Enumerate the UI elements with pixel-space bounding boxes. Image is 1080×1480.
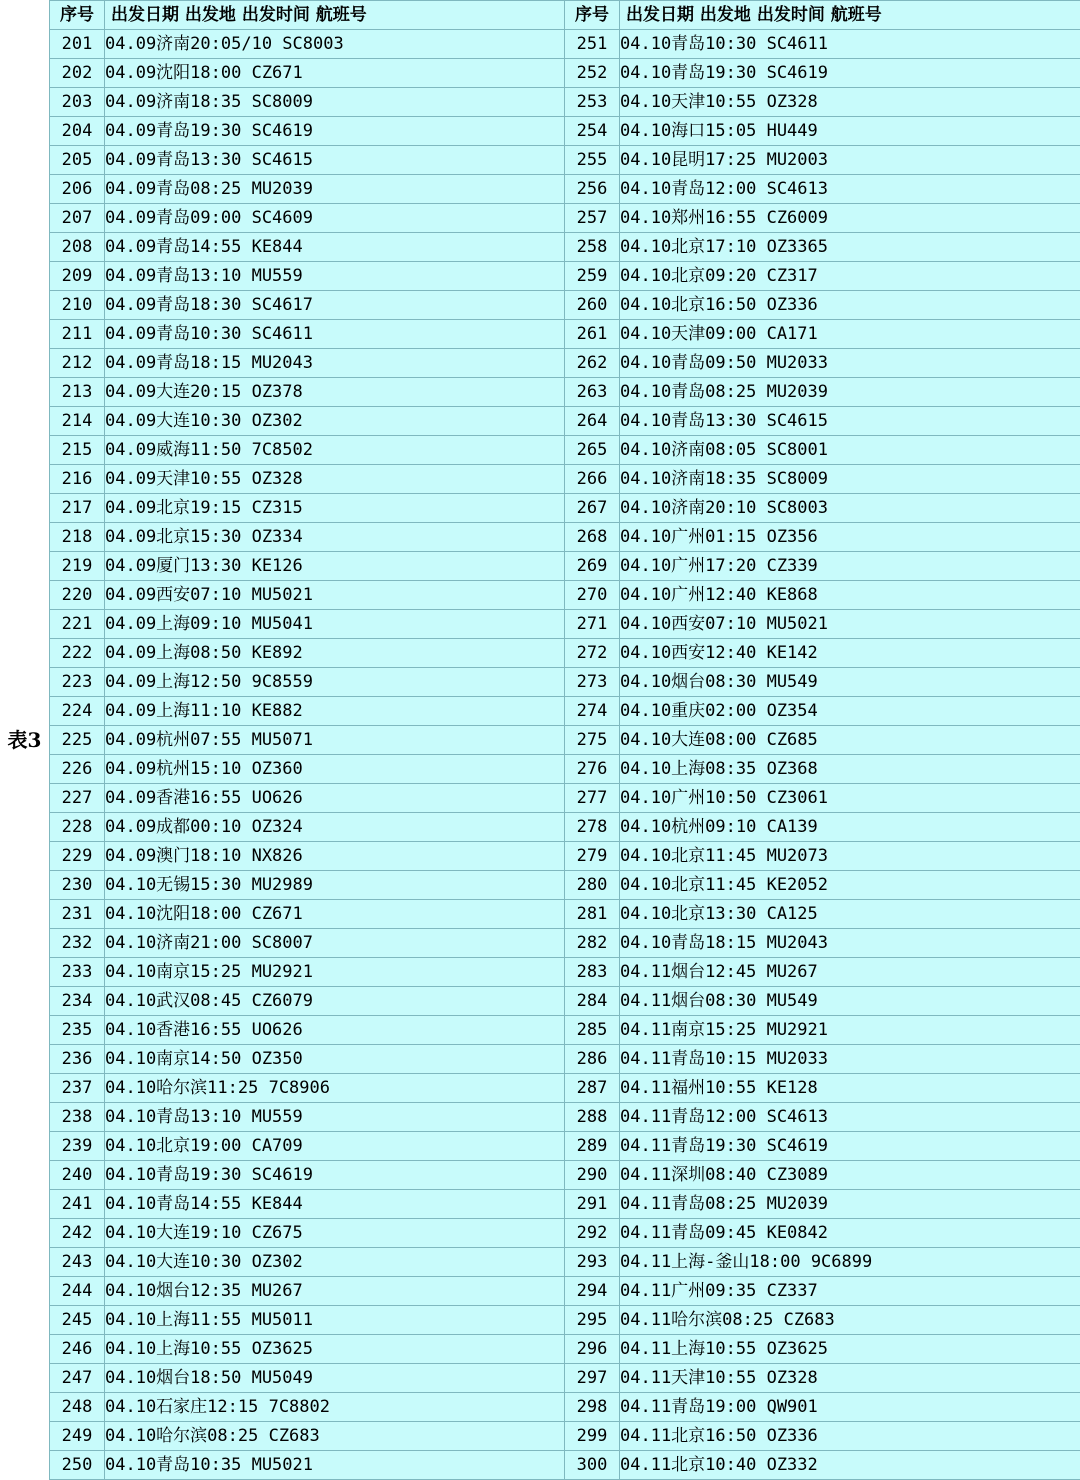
table-row — [50, 987, 1080, 1016]
table-row — [50, 610, 1080, 639]
left-row-number: 202 — [50, 59, 105, 88]
right-flight-info: 04.10郑州16:55 CZ6009 — [620, 204, 1080, 233]
left-row-number: 240 — [50, 1161, 105, 1190]
right-flight-info: 04.11青岛19:30 SC4619 — [620, 1132, 1080, 1161]
left-row-number: 204 — [50, 117, 105, 146]
table-row — [50, 784, 1080, 813]
table-row — [50, 1364, 1080, 1393]
left-flight-info: 04.10武汉08:45 CZ6079 — [105, 987, 565, 1016]
right-row-number: 299 — [565, 1422, 620, 1451]
right-row-number: 284 — [565, 987, 620, 1016]
right-row-number: 272 — [565, 639, 620, 668]
right-flight-info: 04.11哈尔滨08:25 CZ683 — [620, 1306, 1080, 1335]
right-flight-info: 04.10杭州09:10 CA139 — [620, 813, 1080, 842]
left-flight-info: 04.09厦门13:30 KE126 — [105, 552, 565, 581]
right-flight-info: 04.10北京17:10 OZ3365 — [620, 233, 1080, 262]
right-flight-info: 04.10青岛12:00 SC4613 — [620, 175, 1080, 204]
right-flight-info: 04.10广州10:50 CZ3061 — [620, 784, 1080, 813]
left-row-number: 249 — [50, 1422, 105, 1451]
left-flight-info: 04.10南京15:25 MU2921 — [105, 958, 565, 987]
right-flight-info: 04.10北京13:30 CA125 — [620, 900, 1080, 929]
left-row-number: 207 — [50, 204, 105, 233]
right-row-number: 256 — [565, 175, 620, 204]
right-row-number: 271 — [565, 610, 620, 639]
left-row-number: 222 — [50, 639, 105, 668]
left-row-number: 243 — [50, 1248, 105, 1277]
left-flight-info: 04.10北京19:00 CA709 — [105, 1132, 565, 1161]
right-row-number: 282 — [565, 929, 620, 958]
right-flight-info: 04.10天津10:55 OZ328 — [620, 88, 1080, 117]
table-row — [50, 755, 1080, 784]
table-row — [50, 30, 1080, 59]
left-row-number: 211 — [50, 320, 105, 349]
table-row — [50, 349, 1080, 378]
table-row — [50, 494, 1080, 523]
left-row-number: 239 — [50, 1132, 105, 1161]
left-flight-info: 04.09青岛08:25 MU2039 — [105, 175, 565, 204]
table-row — [50, 204, 1080, 233]
left-flight-info: 04.09沈阳18:00 CZ671 — [105, 59, 565, 88]
right-row-number: 268 — [565, 523, 620, 552]
right-row-number: 262 — [565, 349, 620, 378]
left-row-number: 246 — [50, 1335, 105, 1364]
table-row — [50, 262, 1080, 291]
table-row — [50, 871, 1080, 900]
right-flight-info: 04.10上海08:35 OZ368 — [620, 755, 1080, 784]
right-row-number: 300 — [565, 1451, 620, 1480]
left-row-number: 221 — [50, 610, 105, 639]
table-row — [50, 233, 1080, 262]
left-flight-info: 04.09青岛18:30 SC4617 — [105, 291, 565, 320]
left-row-number: 247 — [50, 1364, 105, 1393]
left-flight-info: 04.10南京14:50 OZ350 — [105, 1045, 565, 1074]
table-row — [50, 581, 1080, 610]
right-flight-info: 04.10青岛08:25 MU2039 — [620, 378, 1080, 407]
right-row-number: 291 — [565, 1190, 620, 1219]
right-row-number: 290 — [565, 1161, 620, 1190]
left-flight-info: 04.09杭州07:55 MU5071 — [105, 726, 565, 755]
left-flight-info: 04.10烟台12:35 MU267 — [105, 1277, 565, 1306]
right-row-number: 275 — [565, 726, 620, 755]
table-row — [50, 1277, 1080, 1306]
left-row-number: 203 — [50, 88, 105, 117]
left-row-number: 227 — [50, 784, 105, 813]
right-row-number: 285 — [565, 1016, 620, 1045]
left-row-number: 231 — [50, 900, 105, 929]
right-flight-info: 04.10广州17:20 CZ339 — [620, 552, 1080, 581]
left-flight-info: 04.10哈尔滨08:25 CZ683 — [105, 1422, 565, 1451]
flight-table — [49, 0, 1080, 1480]
left-flight-info: 04.10青岛19:30 SC4619 — [105, 1161, 565, 1190]
left-row-number: 224 — [50, 697, 105, 726]
left-row-number: 201 — [50, 30, 105, 59]
left-flight-info: 04.09青岛13:10 MU559 — [105, 262, 565, 291]
left-row-number: 233 — [50, 958, 105, 987]
right-flight-info: 04.11福州10:55 KE128 — [620, 1074, 1080, 1103]
right-row-number: 254 — [565, 117, 620, 146]
right-row-number: 251 — [565, 30, 620, 59]
table-row — [50, 1132, 1080, 1161]
right-flight-info: 04.10北京16:50 OZ336 — [620, 291, 1080, 320]
table-row — [50, 639, 1080, 668]
left-flight-info: 04.09澳门18:10 NX826 — [105, 842, 565, 871]
right-flight-info: 04.10广州01:15 OZ356 — [620, 523, 1080, 552]
right-row-number: 264 — [565, 407, 620, 436]
right-row-number: 253 — [565, 88, 620, 117]
left-row-number: 216 — [50, 465, 105, 494]
left-flight-info: 04.09济南18:35 SC8009 — [105, 88, 565, 117]
right-row-number: 281 — [565, 900, 620, 929]
right-row-number: 283 — [565, 958, 620, 987]
right-num-header: 序号 — [565, 1, 620, 30]
left-row-number: 232 — [50, 929, 105, 958]
right-row-number: 274 — [565, 697, 620, 726]
table-row — [50, 175, 1080, 204]
right-row-number: 288 — [565, 1103, 620, 1132]
table-row — [50, 813, 1080, 842]
left-flight-info: 04.10上海11:55 MU5011 — [105, 1306, 565, 1335]
left-row-number: 219 — [50, 552, 105, 581]
left-flight-info: 04.10大连10:30 OZ302 — [105, 1248, 565, 1277]
left-flight-info: 04.09上海08:50 KE892 — [105, 639, 565, 668]
left-flight-info: 04.10济南21:00 SC8007 — [105, 929, 565, 958]
right-flight-info: 04.11上海-釜山18:00 9C6899 — [620, 1248, 1080, 1277]
right-flight-info: 04.10北京11:45 KE2052 — [620, 871, 1080, 900]
left-row-number: 234 — [50, 987, 105, 1016]
left-row-number: 208 — [50, 233, 105, 262]
right-row-number: 269 — [565, 552, 620, 581]
left-flight-info: 04.09杭州15:10 OZ360 — [105, 755, 565, 784]
right-row-number: 295 — [565, 1306, 620, 1335]
right-info-header: 出发日期 出发地 出发时间 航班号 — [620, 1, 1080, 30]
right-row-number: 267 — [565, 494, 620, 523]
right-flight-info: 04.11青岛12:00 SC4613 — [620, 1103, 1080, 1132]
left-row-number: 244 — [50, 1277, 105, 1306]
right-row-number: 260 — [565, 291, 620, 320]
header-row — [50, 1, 1080, 30]
left-flight-info: 04.10大连19:10 CZ675 — [105, 1219, 565, 1248]
right-flight-info: 04.10烟台08:30 MU549 — [620, 668, 1080, 697]
table-row — [50, 320, 1080, 349]
left-flight-info: 04.10上海10:55 OZ3625 — [105, 1335, 565, 1364]
left-flight-info: 04.10青岛13:10 MU559 — [105, 1103, 565, 1132]
table-row — [50, 465, 1080, 494]
left-flight-info: 04.09大连10:30 OZ302 — [105, 407, 565, 436]
right-row-number: 273 — [565, 668, 620, 697]
right-row-number: 277 — [565, 784, 620, 813]
right-row-number: 287 — [565, 1074, 620, 1103]
left-flight-info: 04.10烟台18:50 MU5049 — [105, 1364, 565, 1393]
left-row-number: 214 — [50, 407, 105, 436]
right-flight-info: 04.11南京15:25 MU2921 — [620, 1016, 1080, 1045]
right-row-number: 261 — [565, 320, 620, 349]
left-flight-info: 04.09青岛13:30 SC4615 — [105, 146, 565, 175]
right-flight-info: 04.11深圳08:40 CZ3089 — [620, 1161, 1080, 1190]
table-row — [50, 117, 1080, 146]
table-row — [50, 1335, 1080, 1364]
left-flight-info: 04.09北京19:15 CZ315 — [105, 494, 565, 523]
right-flight-info: 04.11北京10:40 OZ332 — [620, 1451, 1080, 1480]
right-flight-info: 04.10北京09:20 CZ317 — [620, 262, 1080, 291]
table-row — [50, 407, 1080, 436]
right-row-number: 292 — [565, 1219, 620, 1248]
left-flight-info: 04.09西安07:10 MU5021 — [105, 581, 565, 610]
left-flight-info: 04.09大连20:15 OZ378 — [105, 378, 565, 407]
left-row-number: 218 — [50, 523, 105, 552]
right-flight-info: 04.10济南08:05 SC8001 — [620, 436, 1080, 465]
table-row — [50, 59, 1080, 88]
left-flight-info: 04.09威海11:50 7C8502 — [105, 436, 565, 465]
right-flight-info: 04.10天津09:00 CA171 — [620, 320, 1080, 349]
left-row-number: 228 — [50, 813, 105, 842]
right-row-number: 296 — [565, 1335, 620, 1364]
left-row-number: 245 — [50, 1306, 105, 1335]
right-flight-info: 04.11烟台08:30 MU549 — [620, 987, 1080, 1016]
left-flight-info: 04.09香港16:55 UO626 — [105, 784, 565, 813]
right-flight-info: 04.10昆明17:25 MU2003 — [620, 146, 1080, 175]
table-row — [50, 1074, 1080, 1103]
left-row-number: 220 — [50, 581, 105, 610]
right-row-number: 263 — [565, 378, 620, 407]
left-flight-info: 04.10青岛10:35 MU5021 — [105, 1451, 565, 1480]
table-row — [50, 378, 1080, 407]
table-row — [50, 668, 1080, 697]
left-row-number: 230 — [50, 871, 105, 900]
table-row — [50, 436, 1080, 465]
table-row — [50, 1045, 1080, 1074]
right-row-number: 257 — [565, 204, 620, 233]
right-row-number: 255 — [565, 146, 620, 175]
table-row — [50, 523, 1080, 552]
right-row-number: 279 — [565, 842, 620, 871]
right-row-number: 294 — [565, 1277, 620, 1306]
left-row-number: 225 — [50, 726, 105, 755]
left-flight-info: 04.10哈尔滨11:25 7C8906 — [105, 1074, 565, 1103]
right-flight-info: 04.10青岛18:15 MU2043 — [620, 929, 1080, 958]
left-info-header: 出发日期 出发地 出发时间 航班号 — [105, 1, 565, 30]
table-row — [50, 958, 1080, 987]
left-row-number: 238 — [50, 1103, 105, 1132]
left-flight-info: 04.09北京15:30 OZ334 — [105, 523, 565, 552]
left-flight-info: 04.10沈阳18:00 CZ671 — [105, 900, 565, 929]
right-flight-info: 04.11上海10:55 OZ3625 — [620, 1335, 1080, 1364]
left-flight-info: 04.09上海11:10 KE882 — [105, 697, 565, 726]
left-row-number: 237 — [50, 1074, 105, 1103]
left-row-number: 217 — [50, 494, 105, 523]
right-flight-info: 04.11广州09:35 CZ337 — [620, 1277, 1080, 1306]
left-row-number: 226 — [50, 755, 105, 784]
right-flight-info: 04.11青岛10:15 MU2033 — [620, 1045, 1080, 1074]
left-flight-info: 04.09青岛14:55 KE844 — [105, 233, 565, 262]
left-row-number: 213 — [50, 378, 105, 407]
left-row-number: 210 — [50, 291, 105, 320]
table-row — [50, 1219, 1080, 1248]
left-row-number: 223 — [50, 668, 105, 697]
right-row-number: 266 — [565, 465, 620, 494]
right-flight-info: 04.10青岛10:30 SC4611 — [620, 30, 1080, 59]
right-flight-info: 04.10大连08:00 CZ685 — [620, 726, 1080, 755]
right-row-number: 265 — [565, 436, 620, 465]
right-row-number: 276 — [565, 755, 620, 784]
table-row — [50, 1422, 1080, 1451]
right-flight-info: 04.10青岛13:30 SC4615 — [620, 407, 1080, 436]
left-row-number: 236 — [50, 1045, 105, 1074]
left-row-number: 206 — [50, 175, 105, 204]
right-flight-info: 04.10青岛09:50 MU2033 — [620, 349, 1080, 378]
table-row — [50, 929, 1080, 958]
right-flight-info: 04.11天津10:55 OZ328 — [620, 1364, 1080, 1393]
right-row-number: 270 — [565, 581, 620, 610]
table-row — [50, 1393, 1080, 1422]
left-row-number: 229 — [50, 842, 105, 871]
right-row-number: 278 — [565, 813, 620, 842]
table-row — [50, 1306, 1080, 1335]
table-row — [50, 900, 1080, 929]
left-flight-info: 04.09天津10:55 OZ328 — [105, 465, 565, 494]
left-flight-info: 04.09上海09:10 MU5041 — [105, 610, 565, 639]
right-row-number: 280 — [565, 871, 620, 900]
table-row — [50, 88, 1080, 117]
table-row — [50, 697, 1080, 726]
left-flight-info: 04.09成都00:10 OZ324 — [105, 813, 565, 842]
right-row-number: 293 — [565, 1248, 620, 1277]
left-flight-info: 04.09青岛09:00 SC4609 — [105, 204, 565, 233]
right-flight-info: 04.11北京16:50 OZ336 — [620, 1422, 1080, 1451]
left-num-header: 序号 — [50, 1, 105, 30]
right-flight-info: 04.10济南20:10 SC8003 — [620, 494, 1080, 523]
right-flight-info: 04.11青岛19:00 QW901 — [620, 1393, 1080, 1422]
right-row-number: 297 — [565, 1364, 620, 1393]
right-flight-info: 04.11青岛09:45 KE0842 — [620, 1219, 1080, 1248]
table-row — [50, 1451, 1080, 1480]
table-label: 表3 — [0, 0, 49, 1477]
left-row-number: 241 — [50, 1190, 105, 1219]
left-row-number: 250 — [50, 1451, 105, 1480]
table-row — [50, 1161, 1080, 1190]
table-row — [50, 552, 1080, 581]
left-row-number: 205 — [50, 146, 105, 175]
table-row — [50, 1016, 1080, 1045]
table-row — [50, 726, 1080, 755]
right-flight-info: 04.10北京11:45 MU2073 — [620, 842, 1080, 871]
left-flight-info: 04.09青岛10:30 SC4611 — [105, 320, 565, 349]
table-row — [50, 1103, 1080, 1132]
right-flight-info: 04.10西安12:40 KE142 — [620, 639, 1080, 668]
table-row — [50, 146, 1080, 175]
left-flight-info: 04.10香港16:55 UO626 — [105, 1016, 565, 1045]
right-row-number: 259 — [565, 262, 620, 291]
left-flight-info: 04.09济南20:05/10 SC8003 — [105, 30, 565, 59]
right-row-number: 286 — [565, 1045, 620, 1074]
right-flight-info: 04.11烟台12:45 MU267 — [620, 958, 1080, 987]
right-flight-info: 04.10济南18:35 SC8009 — [620, 465, 1080, 494]
right-row-number: 298 — [565, 1393, 620, 1422]
left-row-number: 235 — [50, 1016, 105, 1045]
left-flight-info: 04.09上海12:50 9C8559 — [105, 668, 565, 697]
left-flight-info: 04.09青岛18:15 MU2043 — [105, 349, 565, 378]
right-flight-info: 04.10重庆02:00 OZ354 — [620, 697, 1080, 726]
left-flight-info: 04.10石家庄12:15 7C8802 — [105, 1393, 565, 1422]
right-flight-info: 04.10海口15:05 HU449 — [620, 117, 1080, 146]
right-row-number: 258 — [565, 233, 620, 262]
right-row-number: 252 — [565, 59, 620, 88]
left-row-number: 248 — [50, 1393, 105, 1422]
table-row — [50, 1248, 1080, 1277]
table-row — [50, 291, 1080, 320]
table-row — [50, 842, 1080, 871]
left-row-number: 242 — [50, 1219, 105, 1248]
right-flight-info: 04.10西安07:10 MU5021 — [620, 610, 1080, 639]
table-row — [50, 1190, 1080, 1219]
right-row-number: 289 — [565, 1132, 620, 1161]
left-flight-info: 04.09青岛19:30 SC4619 — [105, 117, 565, 146]
left-row-number: 212 — [50, 349, 105, 378]
right-flight-info: 04.10青岛19:30 SC4619 — [620, 59, 1080, 88]
left-row-number: 215 — [50, 436, 105, 465]
right-flight-info: 04.10广州12:40 KE868 — [620, 581, 1080, 610]
left-flight-info: 04.10无锡15:30 MU2989 — [105, 871, 565, 900]
left-flight-info: 04.10青岛14:55 KE844 — [105, 1190, 565, 1219]
right-flight-info: 04.11青岛08:25 MU2039 — [620, 1190, 1080, 1219]
left-row-number: 209 — [50, 262, 105, 291]
